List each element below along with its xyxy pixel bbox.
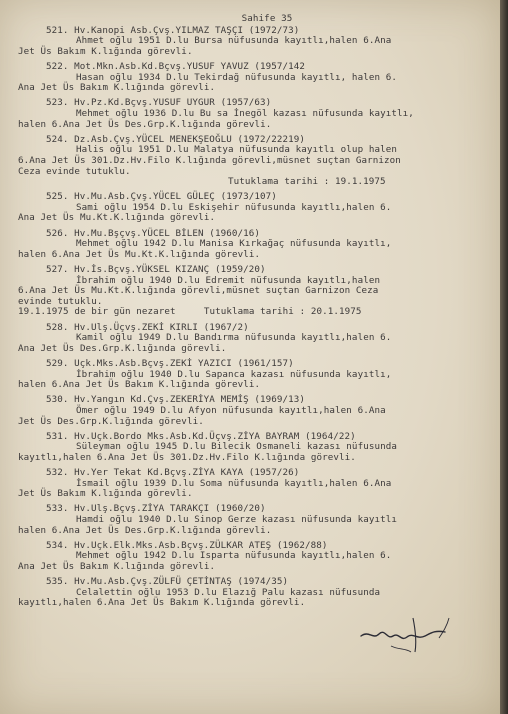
entry-line: Mehmet oğlu 1936 D.lu Bu sa İnegöl kazası nüfusunda kayıtlı,	[76, 107, 414, 119]
entry-heading: 528. Hv.Ulş.Üçvş.ZEKİ KIRLI (1967/2)	[46, 321, 249, 333]
entry-heading: 530. Hv.Yangın Kd.Çvş.ZEKERİYA MEMİŞ (1969/13)	[46, 394, 306, 406]
entry-line: İbrahim oğlu 1940 D.lu Edremit nüfusunda kayıtlı,halen	[76, 274, 381, 286]
entry-heading: 535. Hv.Mu.Asb.Çvş.ZÜLFÜ ÇETİNTAŞ (1974/35)	[46, 576, 289, 588]
entry-line: Ana Jet Üs Mu.Kt.K.lığında görevli.	[18, 212, 216, 224]
entry-line: Hamdi oğlu 1940 D.lu Sinop Gerze kazası nüfusunda kayıtlı	[76, 514, 397, 526]
entry-line: halen 6.Ana Jet Üs Mu.Kt.K.lığında görevli.	[18, 248, 261, 260]
entry-heading: 534. Hv.Uçk.Elk.Mks.Asb.Bçvş.ZÜLKAR ATEŞ (1962/88)	[46, 539, 328, 551]
entry-line: halen 6.Ana Jet Üs Des.Grp.K.lığında görevli.	[18, 524, 272, 536]
document-body	[18, 14, 496, 614]
entry-line: 6.Ana Jet Üs 301.Dz.Hv.Filo K.lığında görevli,müsnet suçtan Garnizon	[18, 154, 401, 166]
entry-line: Ana Jet Üs Bakım K.lığında görevli.	[18, 561, 216, 573]
entry-line: Mehmet oğlu 1942 D.lu Isparta nüfusunda kayıtlı,halen 6.	[76, 550, 392, 562]
entry-heading: 531. Hv.Uçk.Bordo Mks.Asb.Kd.Üçvş.ZİYA BAYRAM (1964/22)	[46, 430, 356, 442]
page-edge	[500, 0, 508, 714]
entry-line: Jet Üs Des.Grp.K.lığında görevli.	[18, 415, 204, 427]
entry-line: Sami oğlu 1954 D.lu Eskişehir nüfusunda kayıtlı,halen 6.	[76, 201, 392, 213]
entry-line: Ahmet oğlu 1951 D.lu Bursa nüfusunda kayıtlı,halen 6.Ana	[76, 35, 392, 47]
register-entry	[18, 541, 496, 573]
entry-line: halen 6.Ana Jet Üs Des.Grp.K.lığında görevli.	[18, 118, 272, 130]
register-entry	[18, 265, 496, 318]
entry-line: Ana Jet Üs Bakım K.lığında görevli.	[18, 82, 216, 94]
entry-line: Celalettin oğlu 1953 D.lu Elazığ Palu kazası nüfusunda	[76, 586, 381, 598]
entry-line: İbrahim oğlu 1940 D.lu Sapanca kazası nüfusunda kayıtlı,	[76, 368, 392, 380]
entry-heading: 522. Mot.Mkn.Asb.Kd.Bçvş.YUSUF YAVUZ (1957/142	[46, 60, 306, 72]
register-entry	[18, 135, 496, 188]
entry-heading: 524. Dz.Asb.Çvş.YÜCEL MENEKŞEOĞLU (1972/22219)	[46, 133, 306, 145]
entry-line: Tutuklama tarihi : 19.1.1975	[228, 176, 386, 188]
page-header: Sahife 35	[241, 13, 293, 24]
register-entry	[18, 504, 496, 536]
register-entry	[18, 62, 496, 94]
register-entry	[18, 395, 496, 427]
entry-line: 6.Ana Jet Üs Mu.Kt.K.lığında görevli,müsnet suçtan Garnizon Ceza	[18, 285, 379, 297]
entry-heading: 521. Hv.Kanopi Asb.Çvş.YILMAZ TAŞÇI (1972/73)	[46, 24, 300, 36]
register-entry	[18, 577, 496, 609]
handwritten-signature	[355, 606, 455, 676]
register-entry	[18, 229, 496, 261]
entry-heading: 533. Hv.Ulş.Bçvş.ZİYA TARAKÇI (1960/20)	[46, 503, 266, 515]
entry-line: evinde tutuklu.	[18, 295, 103, 307]
entry-list	[18, 26, 496, 609]
entry-heading: 526. Hv.Mu.Bşçvş.YÜCEL BİLEN (1960/16)	[46, 227, 260, 239]
register-entry	[18, 323, 496, 355]
entry-line: kayıtlı,halen 6.Ana Jet Üs 301.Dz.Hv.Filo K.lığında görevli.	[18, 451, 356, 463]
register-entry	[18, 26, 496, 58]
entry-line: Ana Jet Üs Des.Grp.K.lığında görevli.	[18, 342, 227, 354]
register-entry	[18, 468, 496, 500]
register-entry	[18, 192, 496, 224]
register-entry	[18, 432, 496, 464]
entry-line: Mehmet oğlu 1942 D.lu Manisa Kırkağaç nüfusunda kayıtlı,	[76, 238, 392, 250]
entry-heading: 525. Hv.Mu.Asb.Çvş.YÜCEL GÜLEÇ (1973/107)	[46, 191, 277, 203]
register-entry	[18, 98, 496, 130]
entry-line: İsmail oğlu 1939 D.lu Soma nüfusunda kayıtlı,halen 6.Ana	[76, 477, 392, 489]
register-entry	[18, 359, 496, 391]
entry-line: Süleyman oğlu 1945 D.lu Bilecik Osmaneli kazası nüfusunda	[76, 441, 397, 453]
entry-line: halen 6.Ana Jet Üs Bakım K.lığında görevli.	[18, 379, 261, 391]
entry-line: Jet Üs Bakım K.lığında görevli.	[18, 488, 193, 500]
entry-line: kayıtlı,halen 6.Ana Jet Üs Bakım K.lığında görevli.	[18, 597, 306, 609]
entry-line: Ceza evinde tutuklu.	[18, 165, 131, 177]
entry-line: Kamil oğlu 1949 D.lu Bandırma nüfusunda kayıtlı,halen 6.	[76, 332, 392, 344]
entry-heading: 523. Hv.Pz.Kd.Bçvş.YUSUF UYGUR (1957/63)	[46, 97, 272, 109]
entry-line: Jet Üs Bakım K.lığında görevli.	[18, 45, 193, 57]
entry-heading: 532. Hv.Yer Tekat Kd.Bçvş.ZİYA KAYA (1957/26)	[46, 467, 300, 479]
entry-heading: 529. Uçk.Mks.Asb.Bçvş.ZEKİ YAZICI (1961/157)	[46, 357, 294, 369]
entry-line: Halis oğlu 1951 D.lu Malatya nüfusunda kayıtlı olup halen	[76, 144, 397, 156]
entry-line: 19.1.1975 de bir gün nezaret Tutuklama tarihi : 20.1.1975	[18, 306, 362, 318]
entry-line: Hasan oğlu 1934 D.lu Tekirdağ nüfusunda kayıtlı, halen 6.	[76, 71, 397, 83]
entry-line: Ömer oğlu 1949 D.lu Afyon nüfusunda kayıtlı,halen 6.Ana	[76, 404, 386, 416]
entry-heading: 527. Hv.İs.Bçvş.YÜKSEL KIZANÇ (1959/20)	[46, 264, 266, 276]
